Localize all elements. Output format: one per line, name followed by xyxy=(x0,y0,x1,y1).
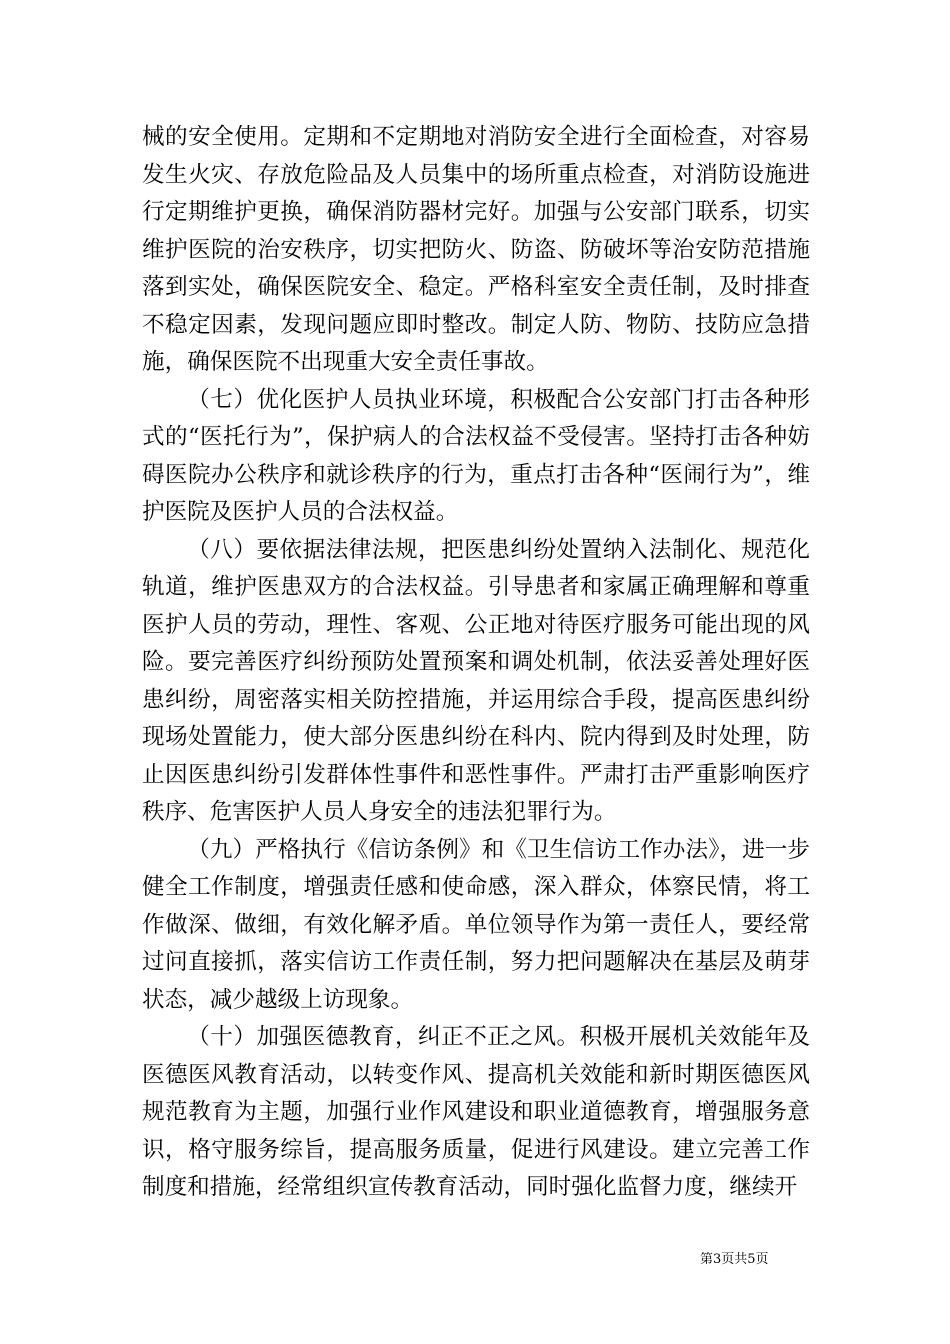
paragraph-continuation: 械的安全使用。定期和不定期地对消防安全进行全面检查，对容易发生火灾、存放危险品及人员集中的场所重点检查，对消防设施进行定期维护更换，确保消防器材完好。加强与公安部门联系，切实维护医院的治安秩序，切实把防火、防盗、防破坏等治安防范措施落到实处，确保医院安全、稳定。严格科室安全责任制，及时排查不稳定因素，发现问题应即时整改。制定人防、物防、技防应急措施，确保医院不出现重大安全责任事故。 xyxy=(142,124,810,375)
paragraph-item-9: （九）严格执行《信访条例》和《卫生信访工作办法》，进一步健全工作制度，增强责任感和使命感，深入群众，体察民情，将工作做深、做细，有效化解矛盾。单位领导作为第一责任人，要经常过问直接抓，落实信访工作责任制，努力把问题解决在基层及萌芽状态，减少越级上访现象。 xyxy=(142,836,810,1013)
document-body xyxy=(142,119,810,1207)
page-number-footer: 第3页共5页 xyxy=(700,1252,769,1267)
paragraph-item-7: （七）优化医护人员执业环境，积极配合公安部门打击各种形式的“医托行为”，保护病人的合法权益不受侵害。坚持打击各种妨碍医院办公秩序和就诊秩序的行为，重点打击各种“医闹行为”，维护医院及医护人员的合法权益。 xyxy=(142,386,810,525)
paragraph-item-8: （八）要依据法律法规，把医患纠纷处置纳入法制化、规范化轨道，维护医患双方的合法权益。引导患者和家属正确理解和尊重医护人员的劳动，理性、客观、公正地对待医疗服务可能出现的风险。要完善医疗纠纷预防处置预案和调处机制，依法妥善处理好医患纠纷，周密落实相关防控措施，并运用综合手段，提高医患纠纷现场处置能力，使大部分医患纠纷在科内、院内得到及时处理，防止因医患纠纷引发群体性事件和恶性事件。严肃打击严重影响医疗秩序、危害医护人员人身安全的违法犯罪行为。 xyxy=(142,536,810,825)
paragraph-item-10: （十）加强医德教育，纠正不正之风。积极开展机关效能年及医德医风教育活动，以转变作风、提高机关效能和新时期医德医风规范教育为主题，加强行业作风建设和职业道德教育，增强服务意识，格守服务综旨，提高服务质量，促进行风建设。建立完善工作制度和措施，经常组织宣传教育活动，同时强化监督力度，继续开 xyxy=(142,1024,810,1200)
